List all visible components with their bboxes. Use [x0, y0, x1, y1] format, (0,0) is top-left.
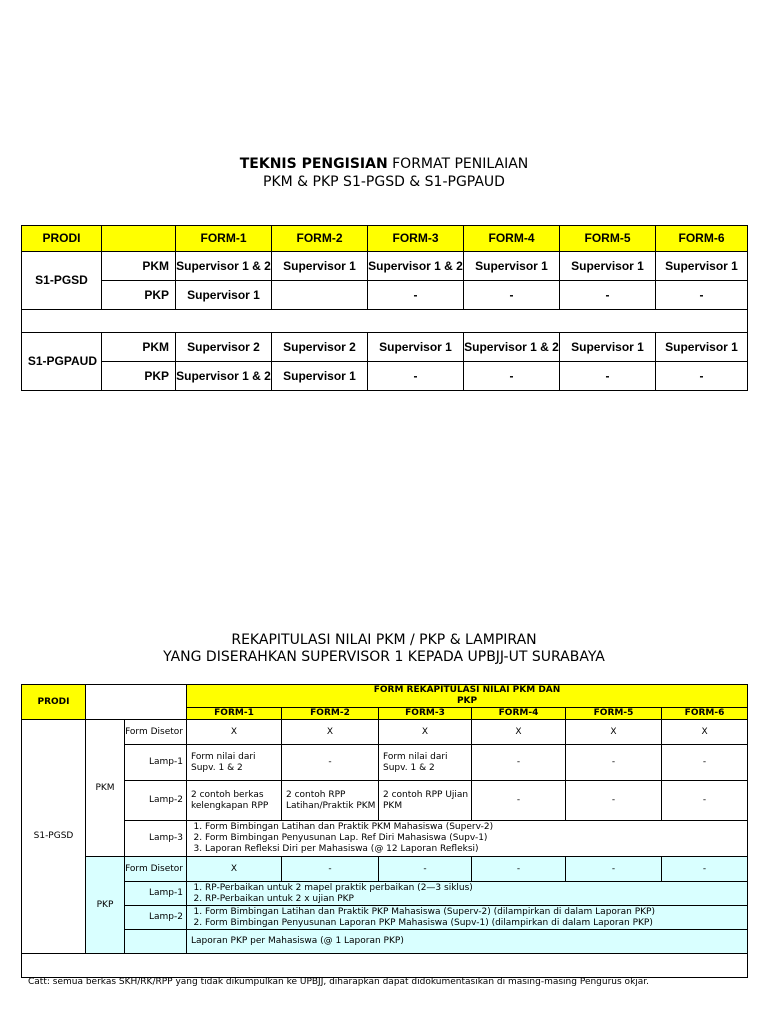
pkp-lamp1-row	[22, 882, 748, 906]
list-item: 2. Form Bimbingan Penyusunan Laporan PKP Mahasiswa (Supv-1) (dilampirkan di dalam Laporan PKP)	[205, 918, 747, 929]
header-cell: FORM-6	[656, 226, 748, 252]
pkp-laporan-row	[22, 930, 748, 954]
table-cell: -	[472, 745, 566, 781]
prodi-cell: S1-PGSD	[22, 252, 102, 310]
table-cell: X	[566, 720, 662, 745]
list-item: 3. Laporan Refleksi Diri per Mahasiswa (@ 12 Laporan Refleksi)	[205, 844, 747, 855]
list-item: 1. Form Bimbingan Latihan dan Praktik PKP Mahasiswa (Superv-2) (dilampirkan di dalam Laporan PKP)	[205, 907, 747, 918]
list-item: 1. RP-Perbaikan untuk 2 mapel praktik perbaikan (2—3 siklus)	[205, 883, 747, 894]
table-cell: X	[472, 720, 566, 745]
table-cell: Supervisor 2	[272, 333, 368, 362]
table-cell: -	[560, 281, 656, 310]
pkm-lamp2-row	[22, 781, 748, 821]
table-cell: Supervisor 1	[560, 333, 656, 362]
list-item: 2. RP-Perbaikan untuk 2 x ujian PKP	[205, 894, 747, 905]
table-cell: Supervisor 1 & 2	[176, 362, 272, 391]
table-cell: X	[282, 720, 379, 745]
form-header: FORM-2	[282, 708, 379, 720]
form-header: FORM-6	[662, 708, 748, 720]
table2-bottom-row	[22, 954, 748, 978]
header-cell: FORM-4	[464, 226, 560, 252]
empty-header	[86, 685, 187, 720]
header-cell: FORM-2	[272, 226, 368, 252]
row-label: Lamp-1	[125, 882, 187, 906]
pkm-lamp1-row	[22, 745, 748, 781]
row-label: Lamp-2	[125, 781, 187, 821]
table-cell: -	[368, 362, 464, 391]
pkp-form-disetor-row	[22, 857, 748, 882]
table-cell: Form nilai dari Supv. 1 & 2	[187, 745, 282, 781]
header-cell	[102, 226, 176, 252]
form-header: FORM-3	[379, 708, 472, 720]
table-cell: X	[187, 857, 282, 882]
table-cell: -	[566, 745, 662, 781]
type-cell: PKM	[102, 252, 176, 281]
form-header: FORM-5	[566, 708, 662, 720]
table-cell: Supervisor 1	[656, 333, 748, 362]
recap-table	[21, 684, 748, 978]
pkm-form-disetor-row	[22, 720, 748, 745]
table-cell: X	[187, 720, 282, 745]
title1-rest: FORMAT PENILAIAN	[387, 156, 529, 172]
pkp-lamp1-list-cell	[187, 882, 748, 906]
table-cell: -	[560, 362, 656, 391]
table-cell: Supervisor 1	[656, 252, 748, 281]
table-cell: 2 contoh RPP Ujian PKM	[379, 781, 472, 821]
group-header: FORM REKAPITULASI NILAI PKM DAN PKP	[187, 685, 748, 708]
table2-title	[0, 632, 768, 666]
table-cell: Supervisor 1	[368, 333, 464, 362]
pkp-lamp2-list-cell	[187, 906, 748, 930]
table-cell: -	[464, 362, 560, 391]
table-cell: -	[472, 857, 566, 882]
spacer-cell	[22, 310, 748, 333]
type-cell: PKP	[102, 362, 176, 391]
table-cell: Supervisor 1	[464, 252, 560, 281]
table-cell: Supervisor 1 & 2	[176, 252, 272, 281]
header-cell: FORM-3	[368, 226, 464, 252]
row-label: Lamp-2	[125, 906, 187, 930]
lamp3-list	[191, 822, 747, 855]
title1-bold: TEKNIS PENGISIAN	[239, 156, 388, 172]
header-cell: PRODI	[22, 226, 102, 252]
empty-bottom-cell	[22, 954, 748, 978]
header-cell: FORM-1	[176, 226, 272, 252]
pkp-label: PKP	[86, 857, 125, 954]
table-cell: Supervisor 1	[176, 281, 272, 310]
table-cell: -	[662, 781, 748, 821]
table-cell: -	[464, 281, 560, 310]
pkp-lamp2-list	[191, 907, 747, 929]
table-cell: -	[368, 281, 464, 310]
table-cell: -	[566, 857, 662, 882]
table-cell: -	[656, 281, 748, 310]
form-header: FORM-1	[187, 708, 282, 720]
table-cell: Supervisor 1 & 2	[464, 333, 560, 362]
form-header: FORM-4	[472, 708, 566, 720]
pkp-lamp1-list	[191, 883, 747, 905]
table-cell: Supervisor 1 & 2	[368, 252, 464, 281]
table-cell: Supervisor 1	[272, 252, 368, 281]
title2-line1: REKAPITULASI NILAI PKM / PKP & LAMPIRAN	[231, 632, 537, 648]
table-cell: -	[472, 781, 566, 821]
table-cell: Supervisor 2	[176, 333, 272, 362]
table-cell: Supervisor 1	[272, 362, 368, 391]
pkm-label: PKM	[86, 720, 125, 857]
table-cell: X	[379, 720, 472, 745]
assessment-form-table	[21, 225, 748, 391]
table1-row-pgpaud-pkm	[22, 333, 748, 362]
type-cell: PKP	[102, 281, 176, 310]
table-cell	[272, 281, 368, 310]
header-cell: FORM-5	[560, 226, 656, 252]
row-label: Form Disetor	[125, 857, 187, 882]
prodi-cell: S1-PGSD	[22, 720, 86, 954]
table2-header-row1	[22, 685, 748, 708]
list-item: 1. Form Bimbingan Latihan dan Praktik PKM Mahasiswa (Superv-2)	[205, 822, 747, 833]
table-cell: -	[662, 745, 748, 781]
table-cell: -	[379, 857, 472, 882]
type-cell: PKM	[102, 333, 176, 362]
list-item: 2. Form Bimbingan Penyusunan Lap. Ref Diri Mahasiswa (Supv-1)	[205, 833, 747, 844]
table1-row-pgsd-pkm	[22, 252, 748, 281]
table-cell: Form nilai dari Supv. 1 & 2	[379, 745, 472, 781]
table-cell: -	[282, 857, 379, 882]
table-cell: Supervisor 1	[560, 252, 656, 281]
footnote: Catt: semua berkas SKH/RK/RPP yang tidak dikumpulkan ke UPBJJ, diharapkan dapat didokumentasikan di masing-masing Pengurus okjar.	[28, 977, 650, 987]
prodi-cell: S1-PGPAUD	[22, 333, 102, 391]
table-cell: 2 contoh RPP Latihan/Praktik PKM	[282, 781, 379, 821]
laporan-cell: Laporan PKP per Mahasiswa (@ 1 Laporan PKP)	[187, 930, 748, 954]
spacer-row	[22, 310, 748, 333]
row-label: Lamp-3	[125, 821, 187, 857]
table-cell: -	[662, 857, 748, 882]
table-cell: X	[662, 720, 748, 745]
table-cell: 2 contoh berkas kelengkapan RPP	[187, 781, 282, 821]
table1-header-row	[22, 226, 748, 252]
prodi-header: PRODI	[22, 685, 86, 720]
table-cell: -	[566, 781, 662, 821]
lamp3-list-cell	[187, 821, 748, 857]
table1-row-pgsd-pkp	[22, 281, 748, 310]
table-cell: -	[656, 362, 748, 391]
pkm-lamp3-row	[22, 821, 748, 857]
table1-title	[0, 155, 768, 191]
row-label: Form Disetor	[125, 720, 187, 745]
table-cell: -	[282, 745, 379, 781]
empty-label	[125, 930, 187, 954]
table1-row-pgpaud-pkp	[22, 362, 748, 391]
row-label: Lamp-1	[125, 745, 187, 781]
pkp-lamp2-row	[22, 906, 748, 930]
title2-line2: YANG DISERAHKAN SUPERVISOR 1 KEPADA UPBJJ-UT SURABAYA	[163, 649, 605, 665]
title1-line2: PKM & PKP S1-PGSD & S1-PGPAUD	[263, 174, 505, 190]
